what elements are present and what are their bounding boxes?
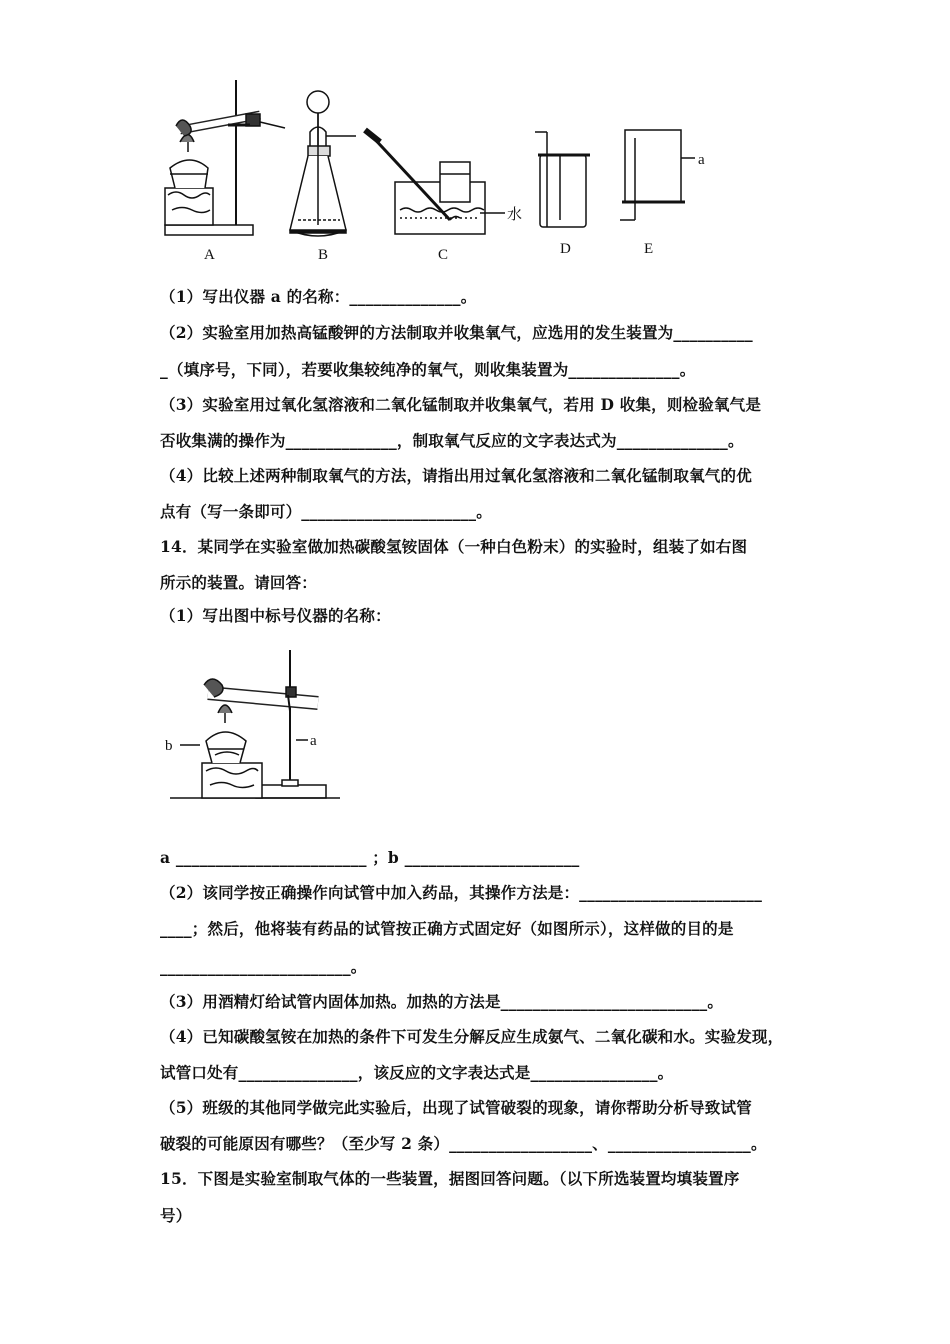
label-d-apparatus: D [560, 241, 571, 257]
question-14-line-8: （4）已知碳酸氢铵在加热的条件下可发生分解反应生成氨气、二氧化碳和水。实验发现， [160, 1027, 784, 1046]
question-14-line-2: 所示的装置。请回答： [160, 573, 318, 592]
question-line-4: （3）实验室用过氧化氢溶液和二氧化锰制取并收集氧气，若用 D 收集，则检验氧气是 [160, 395, 762, 414]
label-water: 水 [507, 207, 523, 223]
question-line-3: _（填序号，下同），若要收集较纯净的氧气，则收集装置为______________。 [160, 360, 696, 379]
question-14-line-1: 14．某同学在实验室做加热碳酸氢铵固体（一种白色粉末）的实验时，组装了如右图 [160, 537, 748, 556]
apparatus-c [365, 130, 505, 234]
question-line-7: 点有（写一条即可）______________________。 [160, 502, 492, 521]
label-instrument-a-fig2: a [310, 733, 317, 749]
question-line-5: 否收集满的操作为______________，制取氧气反应的文字表达式为______________。 [160, 431, 744, 450]
apparatus-a [165, 80, 285, 235]
question-14-line-7: （3）用酒精灯给试管内固体加热。加热的方法是__________________________。 [160, 992, 724, 1011]
question-line-2: （2）实验室用加热高锰酸钾的方法制取并收集氧气，应选用的发生装置为__________ [160, 323, 753, 342]
question-15-line-2: 号） [160, 1206, 192, 1225]
apparatus-figure-1 [150, 70, 730, 270]
label-c-apparatus: C [438, 247, 449, 263]
label-a-apparatus: A [204, 247, 215, 263]
question-14-line-9: 试管口处有_______________，该反应的文字表达式是________________。 [160, 1063, 674, 1082]
apparatus-d [535, 132, 590, 227]
question-14-line-5: ____；然后，他将装有药品的试管按正确方式固定好（如图所示），这样做的目的是 [160, 919, 734, 938]
question-line-1: （1）写出仪器 a 的名称：______________。 [160, 287, 477, 306]
question-14-line-3: （1）写出图中标号仪器的名称： [160, 606, 391, 625]
apparatus-figure-2 [160, 645, 350, 805]
apparatus-e [620, 130, 695, 220]
question-15-line-1: 15．下图是实验室制取气体的一些装置，据图回答问题。（以下所选装置均填装置序 [160, 1169, 740, 1188]
label-instrument-b-fig2: b [165, 738, 173, 754]
question-14-line-10: （5）班级的其他同学做完此实验后，出现了试管破裂的现象，请你帮助分析导致试管 [160, 1098, 752, 1117]
label-instrument-a: a [698, 152, 705, 168]
apparatus-b [290, 91, 356, 236]
question-14-answers-ab: a ________________________ ；b ______________________ [160, 848, 580, 867]
question-line-6: （4）比较上述两种制取氧气的方法，请指出用过氧化氢溶液和二氧化锰制取氧气的优 [160, 466, 752, 485]
question-14-line-11: 破裂的可能原因有哪些？（至少写 2 条）__________________、__________________。 [160, 1134, 767, 1153]
question-14-line-6: ________________________。 [160, 957, 367, 976]
label-b-apparatus: B [318, 247, 329, 263]
label-e-apparatus: E [644, 241, 654, 257]
question-14-line-4: （2）该同学按正确操作向试管中加入药品，其操作方法是：_______________________ [160, 883, 763, 902]
